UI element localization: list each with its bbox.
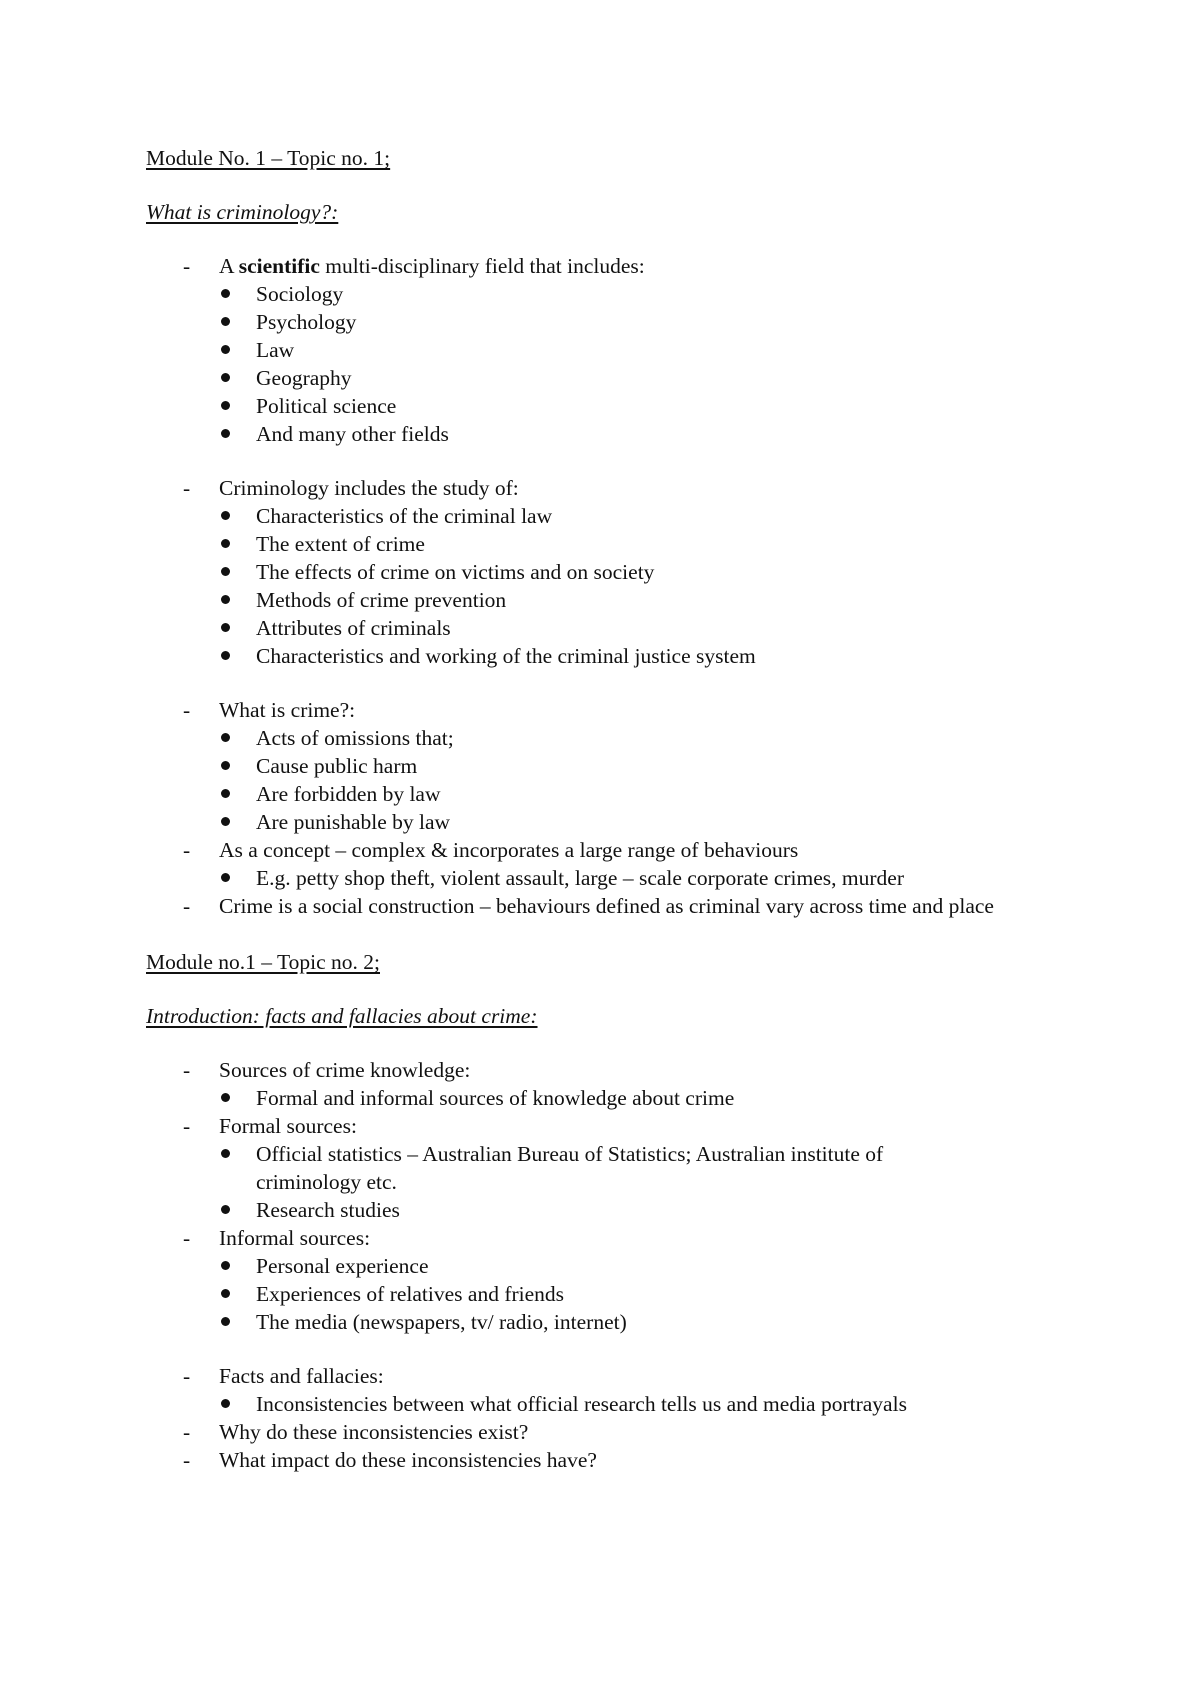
- bullet-icon: [221, 289, 230, 298]
- study-of-list: [219, 502, 1066, 670]
- bullet-icon: [221, 317, 230, 326]
- why-inconsistencies-text: Why do these inconsistencies exist?: [219, 1420, 529, 1444]
- bullet-icon: [221, 567, 230, 576]
- facts-fallacies-item: [146, 1362, 1066, 1418]
- bullet-icon: [221, 1317, 230, 1326]
- impact-inconsistencies-text: What impact do these inconsistencies have?: [219, 1448, 597, 1472]
- list-item-text: Are punishable by law: [256, 810, 451, 834]
- definition-bold-word: scientific: [238, 254, 320, 278]
- list-item-text: Inconsistencies between what official research tells us and media portrayals: [256, 1392, 907, 1416]
- list-item: [219, 614, 1066, 642]
- list-item: [219, 864, 1066, 892]
- list-item: [219, 420, 1066, 448]
- crime-list: [219, 724, 1066, 836]
- list-item-text: Official statistics – Australian Bureau of Statistics; Australian institute of criminology etc.: [256, 1142, 884, 1194]
- list-item: [219, 558, 1066, 586]
- bullet-icon: [221, 873, 230, 882]
- definition-prefix: A: [219, 254, 239, 278]
- list-item: [219, 1196, 1066, 1224]
- informal-sources-text: Informal sources:: [219, 1226, 371, 1250]
- list-item: [219, 1140, 1066, 1196]
- bullet-icon: [221, 373, 230, 382]
- dash-marker: -: [183, 1448, 191, 1472]
- list-item: [219, 392, 1066, 420]
- list-item: [219, 502, 1066, 530]
- concept-text: As a concept – complex & incorporates a large range of behaviours: [219, 838, 799, 862]
- facts-fallacies-list: [219, 1390, 1066, 1418]
- section-1-heading: Module No. 1 – Topic no. 1;: [146, 146, 391, 170]
- list-item: [219, 586, 1066, 614]
- informal-sources-list: [219, 1252, 1066, 1336]
- list-item-text: Personal experience: [256, 1254, 429, 1278]
- sources-item: [146, 1056, 1066, 1112]
- bullet-icon: [221, 1205, 230, 1214]
- dash-marker: -: [183, 476, 191, 500]
- bullet-icon: [221, 1261, 230, 1270]
- list-item-text: E.g. petty shop theft, violent assault, large – scale corporate crimes, murder: [256, 866, 904, 890]
- list-item-text: Are forbidden by law: [256, 782, 441, 806]
- bullet-icon: [221, 1289, 230, 1298]
- list-item: [219, 752, 1066, 780]
- list-item-text: Characteristics of the criminal law: [256, 504, 553, 528]
- bullet-icon: [221, 733, 230, 742]
- list-item: [219, 1308, 1066, 1336]
- bullet-icon: [221, 651, 230, 660]
- section-1-subheading: What is criminology?:: [146, 200, 339, 224]
- dash-marker: -: [183, 894, 191, 918]
- bullet-icon: [221, 789, 230, 798]
- list-item-text: Cause public harm: [256, 754, 418, 778]
- list-item-text: Attributes of criminals: [256, 616, 451, 640]
- list-item-text: Characteristics and working of the criminal justice system: [256, 644, 756, 668]
- dash-marker: -: [183, 1364, 191, 1388]
- formal-sources-text: Formal sources:: [219, 1114, 357, 1138]
- study-of-item: [146, 474, 1066, 670]
- list-item: [219, 724, 1066, 752]
- list-item: [219, 530, 1066, 558]
- bullet-icon: [221, 429, 230, 438]
- sources-list: [219, 1084, 1066, 1112]
- bullet-icon: [221, 817, 230, 826]
- bullet-icon: [221, 761, 230, 770]
- list-item: [219, 1084, 1066, 1112]
- dash-marker: -: [183, 1114, 191, 1138]
- what-is-crime-text: What is crime?:: [219, 698, 356, 722]
- list-item-text: Geography: [256, 366, 352, 390]
- list-item: [219, 336, 1066, 364]
- dash-marker: -: [183, 1058, 191, 1082]
- bullet-icon: [221, 1149, 230, 1158]
- list-item-text: Law: [256, 338, 295, 362]
- concept-item: [146, 836, 1066, 892]
- list-item: [219, 1390, 1066, 1418]
- definition-suffix: multi-disciplinary field that includes:: [319, 254, 645, 278]
- impact-inconsistencies-item: [146, 1446, 1066, 1474]
- list-item-text: Formal and informal sources of knowledge about crime: [256, 1086, 735, 1110]
- study-of-text: Criminology includes the study of:: [219, 476, 519, 500]
- disciplines-list: [219, 280, 1066, 448]
- bullet-icon: [221, 623, 230, 632]
- informal-sources-item: [146, 1224, 1066, 1336]
- list-item: [219, 308, 1066, 336]
- list-item: [219, 642, 1066, 670]
- what-is-crime-item: [146, 696, 1066, 836]
- formal-sources-item: [146, 1112, 1066, 1224]
- sources-text: Sources of crime knowledge:: [219, 1058, 471, 1082]
- list-item: [219, 364, 1066, 392]
- section-2-heading: Module no.1 – Topic no. 2;: [146, 950, 380, 974]
- facts-fallacies-text: Facts and fallacies:: [219, 1364, 384, 1388]
- bullet-icon: [221, 401, 230, 410]
- list-item-text: The extent of crime: [256, 532, 425, 556]
- list-item-text: Acts of omissions that;: [256, 726, 454, 750]
- social-construction-text: Crime is a social construction – behaviours defined as criminal vary across time and place: [219, 894, 994, 918]
- list-item-text: Experiences of relatives and friends: [256, 1282, 565, 1306]
- why-inconsistencies-item: [146, 1418, 1066, 1446]
- bullet-icon: [221, 345, 230, 354]
- list-item: [219, 780, 1066, 808]
- list-item-text: The effects of crime on victims and on society: [256, 560, 655, 584]
- bullet-icon: [221, 1399, 230, 1408]
- criminology-definition: [146, 252, 1066, 448]
- bullet-icon: [221, 511, 230, 520]
- list-item-text: The media (newspapers, tv/ radio, internet): [256, 1310, 627, 1334]
- dash-marker: -: [183, 1420, 191, 1444]
- list-item-text: Sociology: [256, 282, 344, 306]
- list-item-text: Political science: [256, 394, 397, 418]
- bullet-icon: [221, 595, 230, 604]
- formal-sources-list: [219, 1140, 1066, 1224]
- bullet-icon: [221, 1093, 230, 1102]
- dash-marker: -: [183, 254, 191, 278]
- dash-marker: -: [183, 838, 191, 862]
- list-item-text: Psychology: [256, 310, 357, 334]
- dash-marker: -: [183, 698, 191, 722]
- social-construction-item: [146, 892, 1066, 920]
- list-item: [219, 280, 1066, 308]
- section-2-subheading: Introduction: facts and fallacies about crime:: [146, 1004, 538, 1028]
- list-item-text: Research studies: [256, 1198, 400, 1222]
- list-item-text: And many other fields: [256, 422, 449, 446]
- bullet-icon: [221, 539, 230, 548]
- list-item: [219, 1252, 1066, 1280]
- document-page: [146, 144, 1066, 1474]
- list-item: [219, 808, 1066, 836]
- list-item: [219, 1280, 1066, 1308]
- concept-list: [219, 864, 1066, 892]
- list-item-text: Methods of crime prevention: [256, 588, 507, 612]
- dash-marker: -: [183, 1226, 191, 1250]
